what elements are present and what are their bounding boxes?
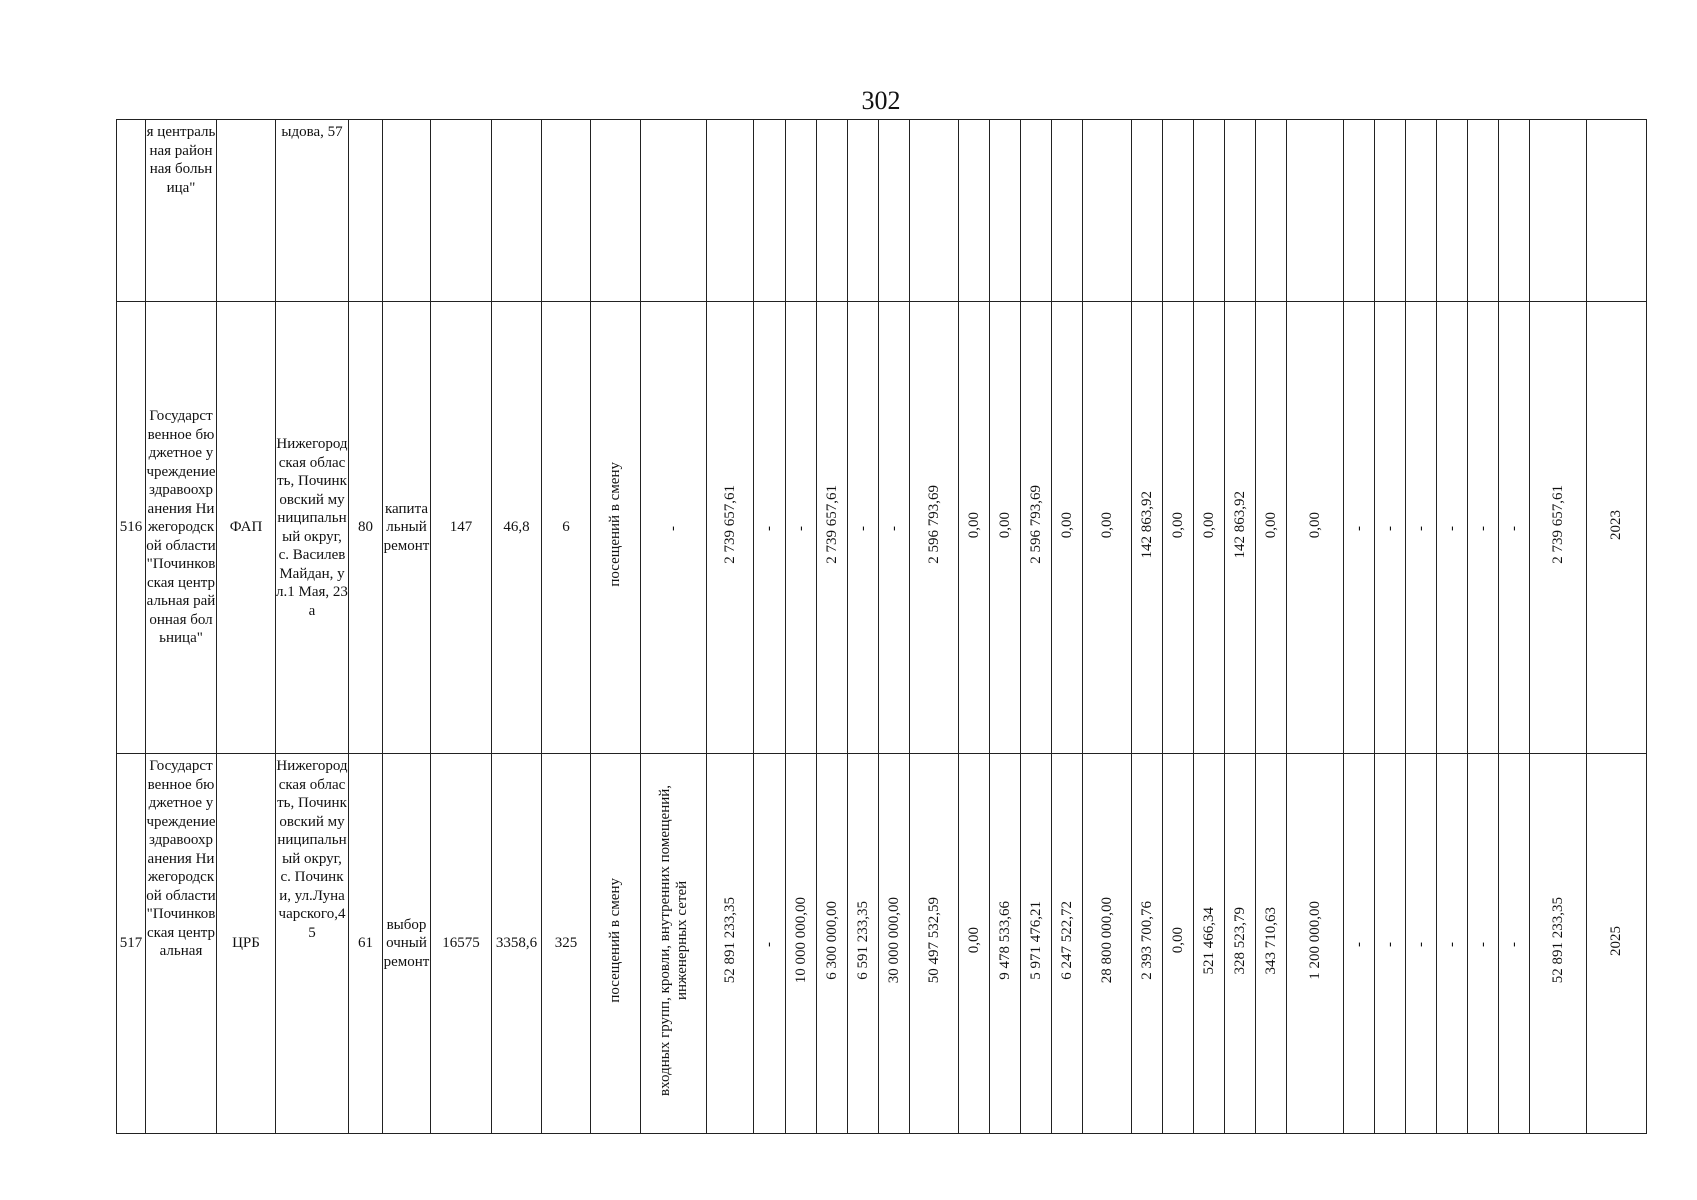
- value: 0,00: [1169, 927, 1186, 954]
- value-cell: [1406, 120, 1437, 302]
- value-cell: [1468, 302, 1499, 754]
- value-cell: [1406, 754, 1437, 1134]
- row-number: 517: [119, 935, 143, 951]
- value: 52 891 233,35: [1549, 897, 1566, 984]
- visits-cell: [542, 120, 591, 302]
- capacity-unit-cell: [591, 754, 641, 1134]
- value-cell: [1083, 302, 1132, 754]
- institution-name: Государственное бюджетное учреждение здравоохранения Нижегородской области "Починковская центральная: [146, 758, 216, 959]
- capacity-cell: [431, 120, 492, 302]
- value-cell: [1052, 754, 1083, 1134]
- value: -: [1505, 526, 1522, 532]
- address: Нижегородская область, Починковский муниципальный округ, с. Починки, ул.Луначарского,45: [276, 758, 348, 941]
- value-cell: [707, 302, 754, 754]
- value: 0,00: [1306, 511, 1323, 538]
- col-a-cell: [349, 302, 383, 754]
- value-cell: [1344, 754, 1375, 1134]
- work-type: капитальный ремонт: [383, 500, 430, 554]
- value-cell: [990, 754, 1021, 1134]
- value-cell: [754, 302, 786, 754]
- value: 0,00: [1262, 511, 1279, 538]
- value: 142 863,92: [1138, 491, 1155, 559]
- value: 1 200 000,00: [1306, 901, 1323, 980]
- works-description-cell: [641, 120, 707, 302]
- value-cell: [990, 302, 1021, 754]
- facility-type: ФАП: [229, 519, 263, 536]
- completion-year: 2025: [1608, 925, 1624, 956]
- value-cell: [848, 754, 879, 1134]
- value-cell: [1163, 120, 1194, 302]
- capacity-unit: посещений в смену: [607, 878, 623, 1003]
- institution-name: Государственное бюджетное учреждение здравоохранения Нижегородской области "Починковская центральная районная больница": [146, 408, 216, 647]
- value-cell: [910, 120, 959, 302]
- year-cell: [1587, 302, 1647, 754]
- value-cell: [1052, 120, 1083, 302]
- value: 0,00: [996, 511, 1013, 538]
- value-cell: [786, 302, 817, 754]
- value-cell: [959, 120, 990, 302]
- institution-name-cell: [146, 754, 217, 1134]
- year-cell: [1587, 754, 1647, 1134]
- value-cell: [786, 120, 817, 302]
- value-cell: [1530, 754, 1587, 1134]
- value-cell: [959, 754, 990, 1134]
- value-cell: [1468, 120, 1499, 302]
- year-cell: [1587, 120, 1647, 302]
- value-cell: [1287, 754, 1344, 1134]
- value: -: [1443, 526, 1460, 532]
- value: 2 739 657,61: [1549, 485, 1566, 565]
- value-cell: [1437, 754, 1468, 1134]
- value-cell: [1132, 120, 1163, 302]
- address-cell: [276, 120, 349, 302]
- value: 30 000 000,00: [885, 897, 902, 984]
- value: -: [1443, 942, 1460, 947]
- capacity: 16575: [442, 935, 480, 951]
- value-cell: [1256, 754, 1287, 1134]
- capacity-cell: [431, 302, 492, 754]
- value: -: [854, 526, 871, 532]
- value-cell: [848, 120, 879, 302]
- value-cell: [990, 120, 1021, 302]
- facility-type-cell: [217, 754, 276, 1134]
- visits: 325: [554, 935, 578, 951]
- value-cell: [1344, 120, 1375, 302]
- value-cell: [879, 120, 910, 302]
- value-cell: [1225, 120, 1256, 302]
- row-number-cell: [117, 754, 146, 1134]
- area: 46,8: [503, 519, 530, 536]
- area-cell: [492, 302, 542, 754]
- facility-type-cell: [217, 302, 276, 754]
- value-cell: [1530, 120, 1587, 302]
- value-cell: [1499, 302, 1530, 754]
- institution-name: я центральная районная больница": [146, 124, 216, 196]
- value-cell: [1194, 754, 1225, 1134]
- value: -: [1350, 526, 1367, 532]
- facility-type-cell: [217, 120, 276, 302]
- value-cell: [879, 754, 910, 1134]
- col-a-cell: [349, 120, 383, 302]
- value-cell: [1021, 754, 1052, 1134]
- institution-name-cell: [146, 302, 217, 754]
- work-type-cell: [383, 302, 431, 754]
- value-cell: [707, 754, 754, 1134]
- works-description-cell: [641, 302, 707, 754]
- capacity-cell: [431, 754, 492, 1134]
- value: -: [1412, 526, 1429, 532]
- address-cell: [276, 302, 349, 754]
- work-type-cell: [383, 120, 431, 302]
- works-description-cell: [641, 754, 707, 1134]
- visits-cell: [542, 302, 591, 754]
- value-cell: [1194, 120, 1225, 302]
- address: Нижегородская область, Починковский муниципальный округ, с. Василев Майдан, ул.1 Мая, 23а: [276, 436, 348, 619]
- value-cell: [1437, 120, 1468, 302]
- value-cell: [910, 302, 959, 754]
- visits-cell: [542, 754, 591, 1134]
- value: 0,00: [965, 511, 982, 538]
- value-cell: [1021, 120, 1052, 302]
- capacity-unit: посещений в смену: [607, 462, 623, 588]
- value-cell: [754, 120, 786, 302]
- value: 2 739 657,61: [823, 485, 840, 565]
- address-cell: [276, 754, 349, 1134]
- value: 343 710,63: [1262, 906, 1279, 975]
- value-cell: [1375, 302, 1406, 754]
- value-cell: [879, 302, 910, 754]
- value: -: [885, 526, 902, 532]
- table-row: [117, 120, 1647, 302]
- value: -: [1381, 526, 1398, 532]
- value: 521 466,34: [1200, 906, 1217, 975]
- value-cell: [817, 120, 848, 302]
- col-a-cell: [349, 754, 383, 1134]
- value-cell: [1163, 754, 1194, 1134]
- value-cell: [1530, 302, 1587, 754]
- col-a: 80: [358, 519, 373, 536]
- area-cell: [492, 120, 542, 302]
- work-type: выборочный ремонт: [383, 916, 430, 970]
- row-number: 516: [119, 519, 143, 536]
- value-cell: [1083, 754, 1132, 1134]
- value-cell: [1132, 754, 1163, 1134]
- value: 9 478 533,66: [996, 901, 1013, 980]
- value-cell: [1499, 754, 1530, 1134]
- value: 0,00: [965, 927, 982, 954]
- value-cell: [1021, 302, 1052, 754]
- value: 52 891 233,35: [721, 897, 738, 984]
- value: 2 596 793,69: [1027, 485, 1044, 565]
- value-cell: [848, 302, 879, 754]
- value: 6 300 000,00: [823, 901, 840, 980]
- table-row: [117, 302, 1647, 754]
- value: -: [761, 942, 777, 947]
- value-cell: [1225, 754, 1256, 1134]
- value-cell: [1052, 302, 1083, 754]
- value-cell: [1194, 302, 1225, 754]
- value: 5 971 476,21: [1027, 901, 1044, 980]
- value: 2 393 700,76: [1138, 901, 1155, 980]
- value-cell: [1287, 120, 1344, 302]
- address: ыдова, 57: [281, 124, 343, 140]
- value: 50 497 532,59: [925, 897, 942, 984]
- page-number: 302: [861, 86, 901, 115]
- row-number-cell: [117, 120, 146, 302]
- value: 2 596 793,69: [925, 485, 942, 565]
- completion-year: 2023: [1608, 509, 1624, 540]
- value-cell: [910, 754, 959, 1134]
- value-cell: [786, 754, 817, 1134]
- value-cell: [1437, 302, 1468, 754]
- facility-type: ЦРБ: [232, 935, 260, 951]
- value-cell: [817, 302, 848, 754]
- value: 10 000 000,00: [792, 897, 809, 984]
- value-cell: [959, 302, 990, 754]
- register-table: [116, 119, 1647, 1134]
- value: 0,00: [1098, 511, 1115, 538]
- value-cell: [817, 754, 848, 1134]
- value: 0,00: [1058, 511, 1075, 538]
- value: 2 739 657,61: [721, 485, 738, 565]
- value-cell: [1132, 302, 1163, 754]
- value-cell: [1406, 302, 1437, 754]
- col-a: 61: [358, 935, 373, 951]
- value-cell: [1344, 302, 1375, 754]
- value-cell: [1375, 120, 1406, 302]
- value: 28 800 000,00: [1098, 897, 1115, 984]
- value-cell: [707, 120, 754, 302]
- visits: 6: [562, 519, 570, 536]
- value: -: [792, 526, 809, 532]
- value-cell: [1468, 754, 1499, 1134]
- value-cell: [1163, 302, 1194, 754]
- value: 328 523,79: [1231, 906, 1248, 975]
- capacity-unit-cell: [591, 120, 641, 302]
- works-description: -: [665, 526, 681, 532]
- capacity-unit-cell: [591, 302, 641, 754]
- value: 0,00: [1200, 511, 1217, 538]
- value: -: [1474, 526, 1491, 532]
- work-type-cell: [383, 754, 431, 1134]
- value-cell: [1256, 302, 1287, 754]
- area: 3358,6: [495, 935, 538, 951]
- value-cell: [1256, 120, 1287, 302]
- capacity: 147: [449, 519, 473, 536]
- value-cell: [1375, 754, 1406, 1134]
- institution-name-cell: [146, 120, 217, 302]
- value: -: [1350, 942, 1367, 947]
- value-cell: [1225, 302, 1256, 754]
- value: -: [761, 526, 777, 532]
- value: 6 591 233,35: [854, 901, 871, 980]
- value: -: [1412, 942, 1429, 947]
- area-cell: [492, 754, 542, 1134]
- value: 6 247 522,72: [1058, 901, 1075, 980]
- value: -: [1505, 942, 1522, 947]
- works-description: входных групп, кровли, внутренних помещений, инженерных сетей: [656, 784, 690, 1097]
- value: -: [1474, 942, 1491, 947]
- value-cell: [754, 754, 786, 1134]
- value-cell: [1287, 302, 1344, 754]
- value-cell: [1499, 120, 1530, 302]
- row-number-cell: [117, 302, 146, 754]
- table-row: [117, 754, 1647, 1134]
- value-cell: [1083, 120, 1132, 302]
- value: -: [1381, 942, 1398, 947]
- value: 142 863,92: [1231, 491, 1248, 559]
- value: 0,00: [1169, 511, 1186, 538]
